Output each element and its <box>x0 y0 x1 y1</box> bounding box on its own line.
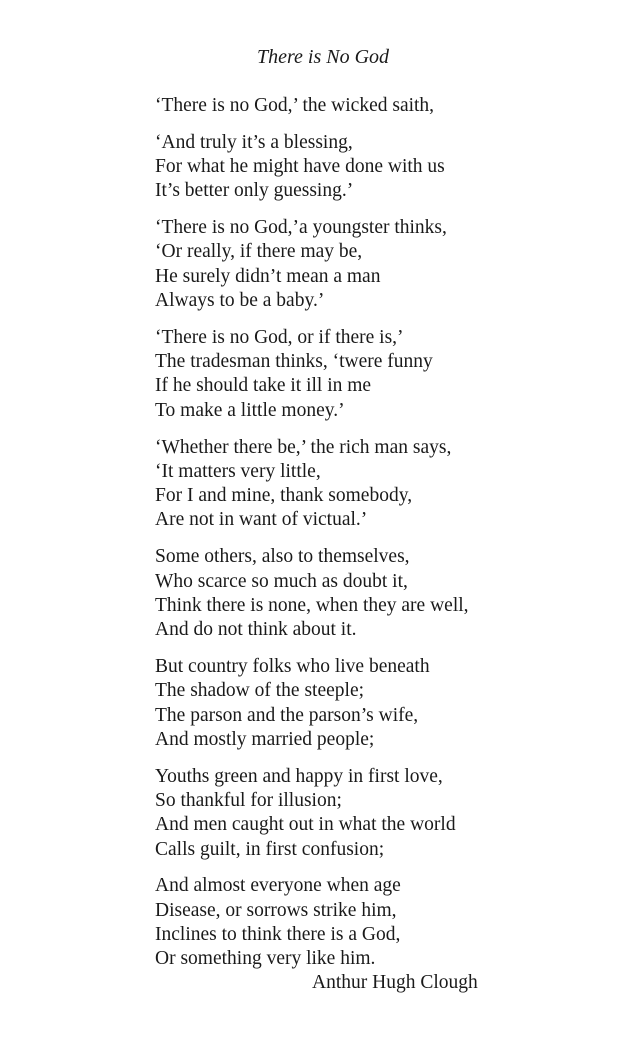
poem-line: Always to be a baby.’ <box>155 290 325 312</box>
poem-line: Youths green and happy in first love, <box>155 765 443 787</box>
poem-line: ‘Or really, if there may be, <box>155 241 363 263</box>
poem-line: ‘It matters very little, <box>155 460 321 482</box>
poem-line: Inclines to think there is a God, <box>155 923 401 945</box>
poem-body <box>155 94 575 984</box>
poem-line: Who scarce so much as doubt it, <box>155 570 408 592</box>
poem-line: And do not think about it. <box>155 619 357 641</box>
stanza <box>155 326 575 423</box>
stanza <box>155 436 575 533</box>
poem-line: ‘There is no God, or if there is,’ <box>155 326 404 348</box>
poem-line: For I and mine, thank somebody, <box>155 485 413 507</box>
stanza <box>155 874 575 971</box>
poem-line: If he should take it ill in me <box>155 375 372 397</box>
poem-line: ‘Whether there be,’ the rich man says, <box>155 436 452 458</box>
stanza <box>155 545 575 642</box>
stanza <box>155 131 575 204</box>
stanza <box>155 655 575 752</box>
poem-title: There is No God <box>256 46 390 68</box>
poem-line: For what he might have done with us <box>155 156 445 178</box>
stanza <box>155 765 575 862</box>
poem-line: The parson and the parson’s wife, <box>155 704 419 726</box>
poem-line: ‘There is no God,’ the wicked saith, <box>155 95 435 116</box>
poem-line: But country folks who live beneath <box>155 655 430 677</box>
poem-line: Or something very like him. <box>155 948 376 970</box>
poem-line: Disease, or sorrows strike him, <box>155 899 397 921</box>
poem-line: He surely didn’t mean a man <box>155 265 381 287</box>
poem-line: Calls guilt, in first confusion; <box>155 838 385 860</box>
poem-line: The tradesman thinks, ‘twere funny <box>155 351 433 373</box>
stanza <box>155 216 575 313</box>
poem-line: To make a little money.’ <box>155 399 345 421</box>
poem-line: So thankful for illusion; <box>155 789 342 811</box>
poem-line: And almost everyone when age <box>155 875 401 897</box>
poem-line: And mostly married people; <box>155 728 375 750</box>
poem-line: ‘And truly it’s a blessing, <box>155 131 353 153</box>
poem-line: And men caught out in what the world <box>155 814 456 836</box>
stanza <box>155 94 575 118</box>
poem-line: Some others, also to themselves, <box>155 546 410 568</box>
poem-author: Anthur Hugh Clough <box>312 972 478 993</box>
poem-line: Think there is none, when they are well, <box>155 594 469 616</box>
poem-line: ‘There is no God,’a youngster thinks, <box>155 217 447 239</box>
poem-line: Are not in want of victual.’ <box>155 509 368 531</box>
poem-line: The shadow of the steeple; <box>155 680 365 702</box>
poem-line: It’s better only guessing.’ <box>155 180 354 202</box>
